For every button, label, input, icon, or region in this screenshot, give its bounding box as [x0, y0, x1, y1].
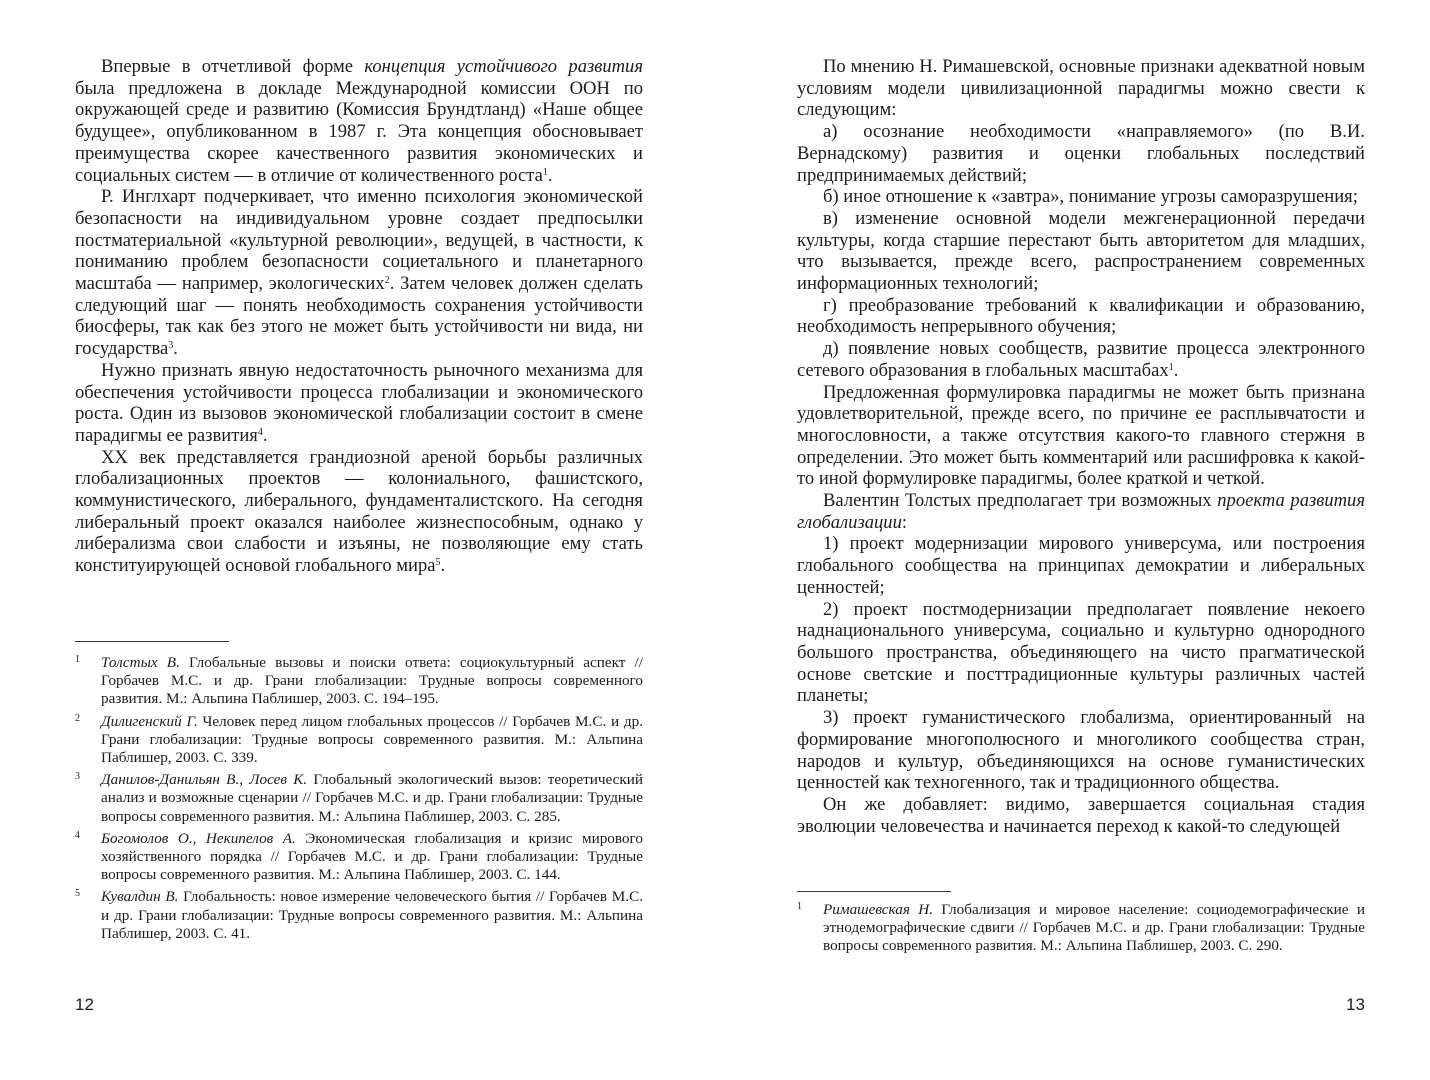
footnote-number: 5: [75, 888, 80, 900]
paragraph: [797, 121, 1365, 186]
text-run: была предложена в докладе Международной комиссии ООН по окружающей среде и развитию (Комиссия Брундтланд) «Наше общее будущее», опубликованном в 1987 г. Эта концепция обосновывает преимущества скорее качественного развития экономических и социальных систем — в отличие от количественного роста: [75, 77, 643, 186]
paragraph: [797, 533, 1365, 598]
text-run: Глобальные вызовы и поиски ответа: социокультурный аспект // Горбачев М.С. и др. Грани глобализации: Трудные вопросы современного развития. М.: Альпина Паблишер, 2003. С. 194–195.: [101, 654, 643, 708]
footnote: [75, 830, 643, 885]
paragraph: [75, 447, 643, 577]
paragraph: [797, 56, 1365, 121]
text-run: Экономическая глобализация и кризис мирового хозяйственного порядка // Горбачев М.С. и др. Грани глобализации: Трудные вопросы современного развития. М.: Альпина Паблишер, 2003. С. 144.: [101, 829, 643, 884]
text-run: Человек перед лицом глобальных процессов // Горбачев М.С. и др. Грани глобализации: Трудные вопросы современного развития. М.: Альпина Паблишер, 2003. С. 339.: [101, 712, 643, 767]
footnote: [75, 654, 643, 709]
paragraph: [797, 186, 1365, 208]
text-run: По мнению Н. Римашевской, основные признаки адекватной новым условиям модели цивилизационной парадигмы можно свести к следующим:: [797, 56, 1365, 121]
footnote: [75, 713, 643, 768]
text-run: Валентин Толстых предполагает три возможных: [823, 490, 1218, 512]
text-run: 2) проект постмодернизации предполагает появление некоего наднационального универсума, социально и культурно однородного большого пространства, объединяющего на чисто прагматической основе светские и посттрадиционные культуры различных частей планеты;: [797, 598, 1365, 707]
footnote-number: 2: [75, 712, 80, 724]
footnote-ref: 5: [435, 557, 441, 569]
italic-text: Толстых В.: [101, 654, 180, 671]
text-run: Р. Инглхарт подчеркивает, что именно психология экономической безопасности на индивидуальном уровне создает предпосылки постматериальной «культурной революции», ведущей, в частности, к пониманию проблем безопасности социетального и планетарного масштаба — например, экологических: [75, 186, 643, 295]
italic-text: Кувалдин В.: [101, 888, 179, 906]
paragraph: [797, 295, 1365, 338]
text-run: Глобализация и мировое население: социодемографические и этнодемографические сдвиги // Горбачев М.С. и др. Грани глобализации: Трудные вопросы современного развития. М.: Альпина Паблишер, 2003. С. 290.: [823, 901, 1365, 955]
italic-text: концепция устойчивого развития: [364, 56, 643, 77]
text-run: б) иное отношение к «завтра», понимание угрозы саморазрушения;: [823, 186, 1358, 208]
italic-text: проекта развития глобализации: [797, 490, 1365, 533]
right-page-body: [797, 56, 1365, 837]
italic-text: Римашевская Н.: [823, 901, 934, 918]
text-run: .: [440, 555, 446, 577]
text-run: в) изменение основной модели межгенерационной передачи культуры, когда старшие перестают быть авторитетом для младших, что вызывается, прежде всего, распространением современных информационных технологий;: [797, 207, 1365, 295]
left-footnote-rule: [75, 641, 229, 642]
page-number-right: 13: [1346, 995, 1365, 1014]
right-footnote-rule: [797, 891, 951, 892]
text-run: д) появление новых сообществ, развитие процесса электронного сетевого образования в глобальных масштабах: [797, 338, 1365, 381]
text-run: Нужно признать явную недостаточность рыночного механизма для обеспечения устойчивости процесса глобализации и экономического роста. Один из вызовов экономической глобализации состоит в смене парадигмы ее развития: [75, 359, 643, 446]
paragraph: [797, 382, 1365, 491]
text-run: 1) проект модернизации мирового универсума, или построения глобального сообщества на принципах демократии и либеральных ценностей;: [797, 533, 1365, 598]
footnote-ref: 2: [384, 275, 390, 287]
footnote-ref: 1: [542, 166, 548, 178]
text-run: .: [1173, 359, 1179, 381]
italic-text: Данилов-Данильян В., Лосев К.: [101, 771, 308, 789]
text-run: Впервые в отчетливой форме: [101, 56, 365, 77]
italic-text: Дилигенский Г.: [101, 712, 198, 730]
text-run: г) преобразование требований к квалификации и образованию, необходимость непрерывного обучения;: [797, 294, 1365, 338]
footnote-ref: 3: [168, 340, 174, 352]
text-run: XX век представляется грандиозной ареной борьбы различных глобализационных проектов — колониального, фашистского, коммунистического, либерального, фундаменталистского. На сегодня либеральный проект оказался наиболее жизнеспособным, однако у либерализма свои слабости и изъяны, не позволяющие ему стать конституирующей основой глобального мира: [75, 446, 643, 577]
footnote-number: 1: [75, 654, 80, 665]
left-page-body: [75, 56, 643, 577]
footnote: [75, 888, 643, 943]
paragraph: [797, 490, 1365, 533]
left-footnotes: [75, 654, 643, 947]
text-run: .: [547, 164, 553, 186]
text-run: :: [901, 511, 908, 533]
footnote-number: 4: [75, 829, 80, 841]
paragraph: [75, 186, 643, 360]
footnote: [797, 901, 1365, 956]
text-run: Он же добавляет: видимо, завершается социальная стадия эволюции человечества и начинается переход к какой-то следующей: [797, 793, 1365, 837]
text-run: а) осознание необходимости «направляемого» (по В.И. Вернадскому) развития и оценки глобальных последствий предпринимаемых действий;: [797, 121, 1365, 186]
footnote-ref: 1: [1168, 361, 1174, 373]
paragraph: [797, 599, 1365, 708]
right-footnotes: [797, 901, 1365, 960]
text-run: 3) проект гуманистического глобализма, ориентированный на формирование многополюсного и многоликого сообщества стран, народов и культур, объединяющихся на основе гуманистических ценностей как техногенного, так и традиционного общества.: [797, 707, 1365, 794]
paragraph: [797, 338, 1365, 381]
text-run: Глобальность: новое измерение человеческого бытия // Горбачев М.С. и др. Грани глобализации: Трудные вопросы современного развития. М.: Альпина Паблишер, 2003. С. 41.: [101, 888, 643, 942]
footnote-number: 3: [75, 771, 80, 783]
paragraph: [797, 707, 1365, 794]
text-run: Предложенная формулировка парадигмы не может быть признана удовлетворительной, прежде всего, по причине ее расплывчатости и многословности, а также отсутствия какого-то главного стержня в определении. Это может быть комментарий или расшифровка к какой-то иной формулировке парадигмы, более краткой и четкой.: [797, 381, 1365, 490]
paragraph: [75, 56, 643, 186]
paragraph: [75, 360, 643, 447]
text-run: .: [173, 338, 178, 360]
footnote: [75, 771, 643, 826]
text-run: Глобальный экологический вызов: теоретический анализ и возможные сценарии // Горбачев М.С. и др. Грани глобализации: Трудные вопросы современного развития. М.: Альпина Паблишер, 2003. С. 285.: [101, 771, 643, 825]
paragraph: [797, 794, 1365, 837]
page-number-left: 12: [75, 995, 94, 1014]
footnote-ref: 4: [257, 426, 263, 438]
footnote-number: 1: [797, 901, 802, 912]
text-run: .: [262, 424, 268, 446]
italic-text: Богомолов О., Некипелов А.: [101, 829, 296, 847]
text-run: . Затем человек должен сделать следующий шаг — понять необходимость сохранения устойчивости биосферы, так как без этого не может быть устойчивости ни вида, ни государства: [75, 273, 643, 360]
paragraph: [797, 208, 1365, 295]
